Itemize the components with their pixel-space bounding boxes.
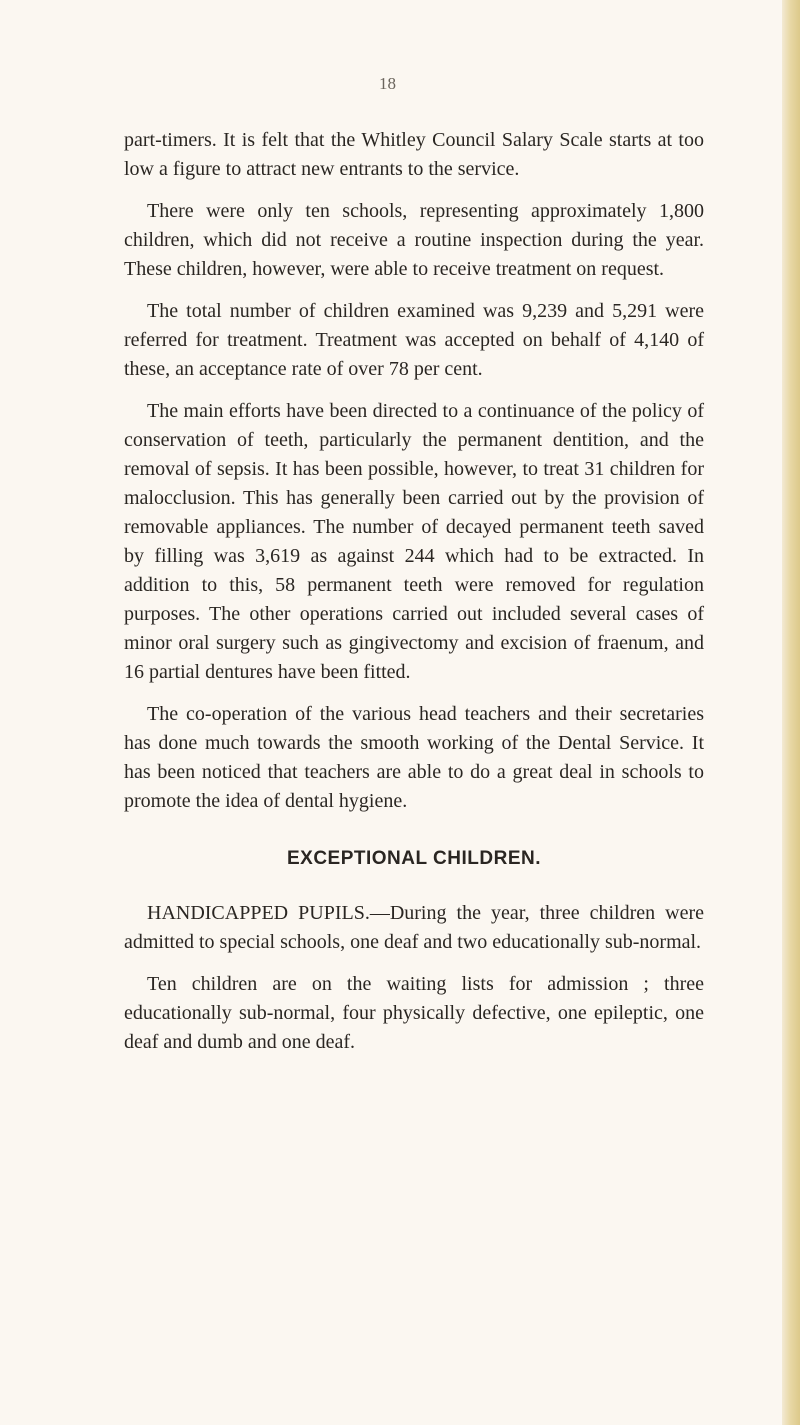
paragraph-waiting-lists: Ten children are on the waiting lists for admission ; three educationally sub-normal, four physically defective, one epileptic, one deaf and dumb and one deaf. [124, 973, 704, 1053]
section-heading: EXCEPTIONAL CHILDREN. [286, 848, 541, 869]
document-body [124, 126, 704, 1070]
paragraph-handicapped-pupils: HANDICAPPED PUPILS.—During the year, three children were admitted to special schools, one deaf and two educationally sub-normal. [124, 902, 704, 953]
paragraph-continuation: part-timers. It is felt that the Whitley Council Salary Scale starts at too low a figure to attract new entrants to the service. [124, 129, 704, 180]
paragraph-cooperation: The co-operation of the various head teachers and their secretaries has done much towards the smooth working of the Dental Service. It has been noticed that teachers are able to do a great deal in schools to promote the idea of dental hygiene. [124, 703, 704, 812]
paragraph-main-efforts: The main efforts have been directed to a continuance of the policy of conservation of teeth, particularly the permanent dentition, and the removal of sepsis. It has been possible, however, to treat 31 children for malocclusion. This has generally been carried out by the provision of removable appliances. The number of decayed permanent teeth saved by filling was 3,619 as against 244 which had to be extracted. In addition to this, 58 permanent teeth were removed for regulation purposes. The other operations carried out included several cases of minor oral surgery such as gingivectomy and excision of fraenum, and 16 partial dentures have been fitted. [124, 400, 704, 683]
page-number: 18 [379, 74, 396, 93]
paragraph-uninspected-schools: There were only ten schools, representing approximately 1,800 children, which did not receive a routine inspection during the year. These children, however, were able to receive treatment on request. [124, 200, 704, 280]
paragraph-children-examined: The total number of children examined was 9,239 and 5,291 were referred for treatment. Treatment was accepted on behalf of 4,140 of these, an acceptance rate of over 78 per cent. [124, 300, 704, 380]
page-edge [782, 0, 800, 1425]
